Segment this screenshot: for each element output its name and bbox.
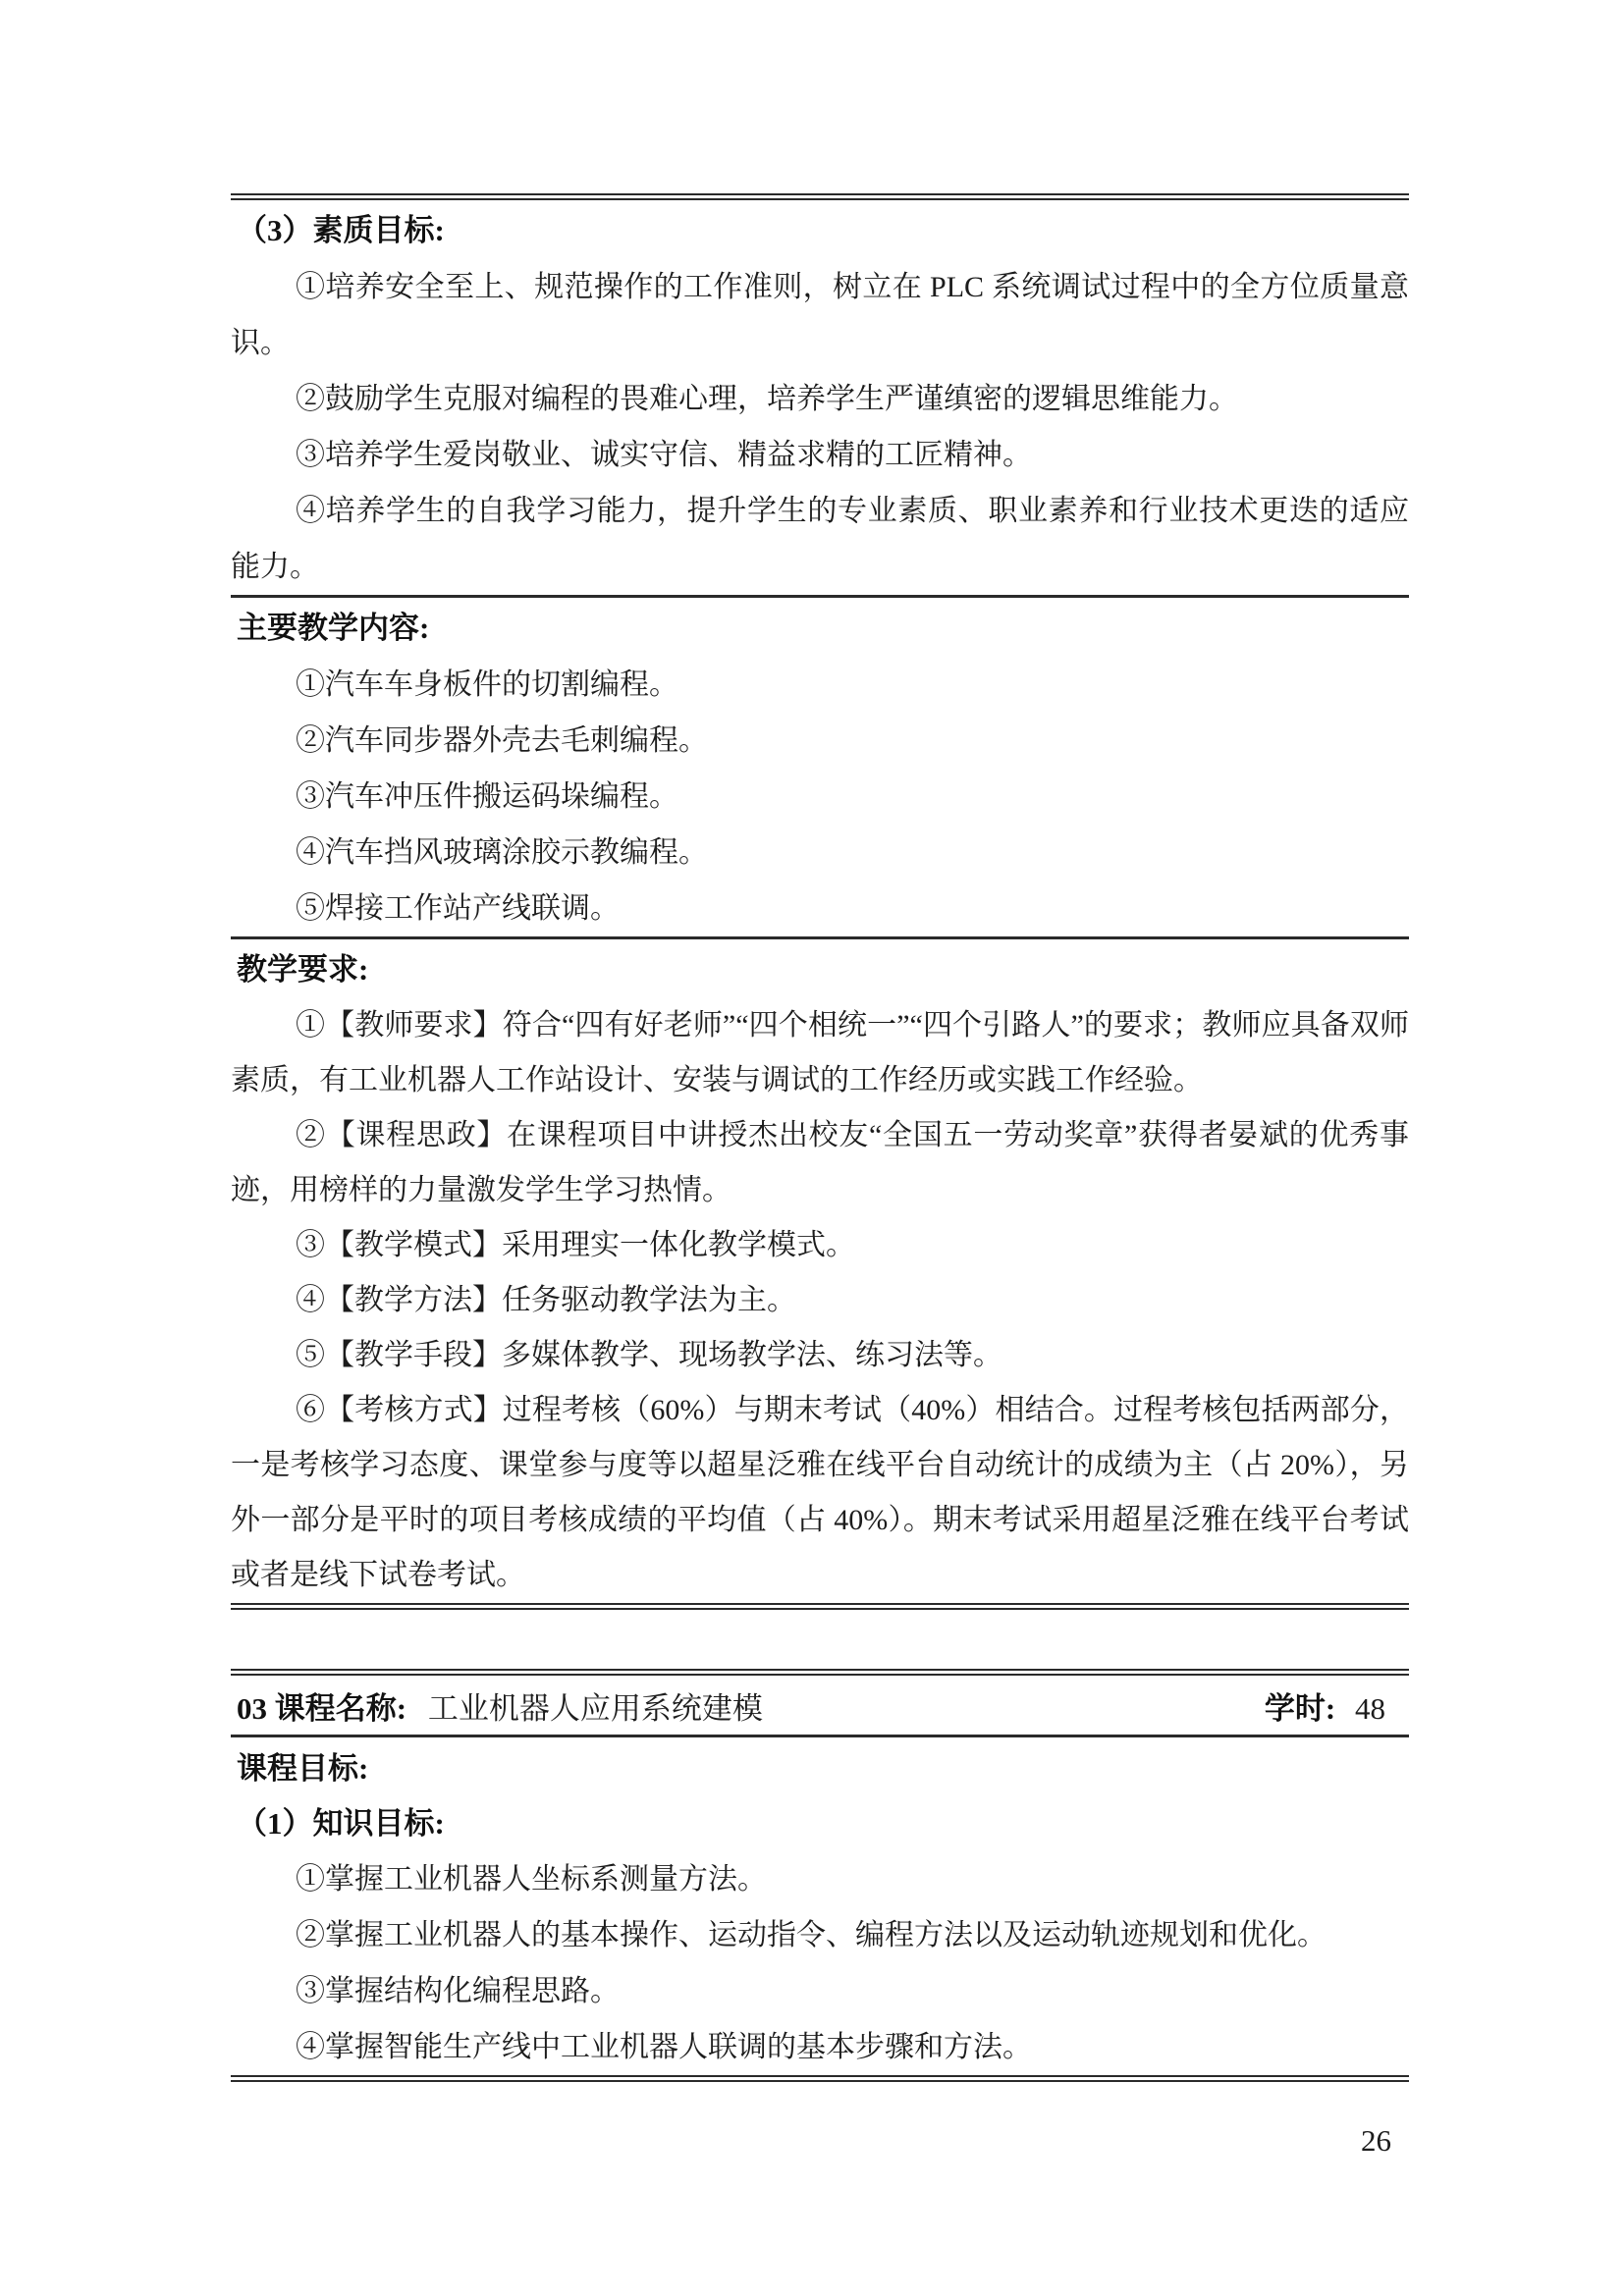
list-item: ②汽车同步器外壳去毛刺编程。	[296, 724, 708, 757]
paragraph: ③培养学生爱岗敬业、诚实守信、精益求精的工匠精神。	[296, 439, 1032, 471]
divider-double-top	[231, 193, 1409, 200]
section-teaching-requirements	[231, 939, 1409, 1603]
list-item: ④汽车挡风玻璃涂胶示教编程。	[296, 836, 708, 869]
section-teaching-content	[231, 598, 1409, 936]
list-item: ①掌握工业机器人坐标系测量方法。	[296, 1863, 767, 1896]
paragraph: ④【教学方法】任务驱动教学法为主。	[296, 1284, 796, 1316]
course-hours	[1265, 1683, 1385, 1728]
subheading-knowledge-objectives: （1）知识目标:	[237, 1806, 445, 1841]
paragraph: ①【教师要求】符合“四有好老师”“四个相统一”“四个引路人”的要求；教师应具备双师素质，有工业机器人工作站设计、安装与调试的工作经历或实践工作经验。	[231, 1009, 1409, 1096]
course-hours-value: 48	[1355, 1690, 1385, 1726]
section-quality-objectives	[231, 200, 1409, 595]
section-gap	[231, 1610, 1409, 1669]
divider-double-section-end	[231, 1603, 1409, 1610]
section-heading-teaching-requirements: 教学要求:	[237, 952, 369, 987]
paragraph: ⑥【考核方式】过程考核（60%）与期末考试（40%）相结合。过程考核包括两部分，一是考核学习态度、课堂参与度等以超星泛雅在线平台自动统计的成绩为主（占 20%），另外一部分是平时的项目考核成绩的平均值（占 40%）。期末考试采用超星泛雅在线平台考试或者是线下试卷考试。	[231, 1394, 1409, 1591]
section-heading-quality-objectives: （3）素质目标:	[237, 213, 445, 247]
page-number: 26	[1361, 2123, 1391, 2158]
list-item: ⑤焊接工作站产线联调。	[296, 892, 620, 925]
list-item: ③掌握结构化编程思路。	[296, 1975, 620, 2007]
section-heading-teaching-content: 主要教学内容:	[237, 611, 430, 645]
paragraph: ①培养安全至上、规范操作的工作准则，树立在 PLC 系统调试过程中的全方位质量意识。	[231, 271, 1409, 359]
document-content	[231, 0, 1409, 2082]
course-name	[237, 1683, 763, 1728]
section-course-objectives	[231, 1737, 1409, 2075]
list-item: ①汽车车身板件的切割编程。	[296, 668, 678, 701]
course-name-value: 工业机器人应用系统建模	[427, 1690, 763, 1726]
course-hours-label: 学时:	[1264, 1690, 1336, 1726]
divider-double-bottom	[231, 2075, 1409, 2082]
paragraph: ②鼓励学生克服对编程的畏难心理，培养学生严谨缜密的逻辑思维能力。	[296, 383, 1238, 415]
paragraph: ④培养学生的自我学习能力，提升学生的专业素质、职业素养和行业技术更迭的适应能力。	[231, 495, 1409, 583]
divider-double-course-start	[231, 1669, 1409, 1676]
course-header-row	[231, 1676, 1409, 1735]
top-margin	[231, 0, 1409, 193]
list-item: ④掌握智能生产线中工业机器人联调的基本步骤和方法。	[296, 2031, 1032, 2063]
course-name-label: 03 课程名称:	[237, 1690, 407, 1726]
paragraph: ③【教学模式】采用理实一体化教学模式。	[296, 1229, 855, 1261]
list-item: ③汽车冲压件搬运码垛编程。	[296, 780, 678, 813]
section-heading-course-objectives: 课程目标:	[237, 1751, 369, 1786]
paragraph: ⑤【教学手段】多媒体教学、现场教学法、练习法等。	[296, 1339, 1002, 1371]
list-item: ②掌握工业机器人的基本操作、运动指令、编程方法以及运动轨迹规划和优化。	[296, 1919, 1326, 1951]
paragraph: ②【课程思政】在课程项目中讲授杰出校友“全国五一劳动奖章”获得者晏斌的优秀事迹，用榜样的力量激发学生学习热情。	[231, 1119, 1409, 1206]
